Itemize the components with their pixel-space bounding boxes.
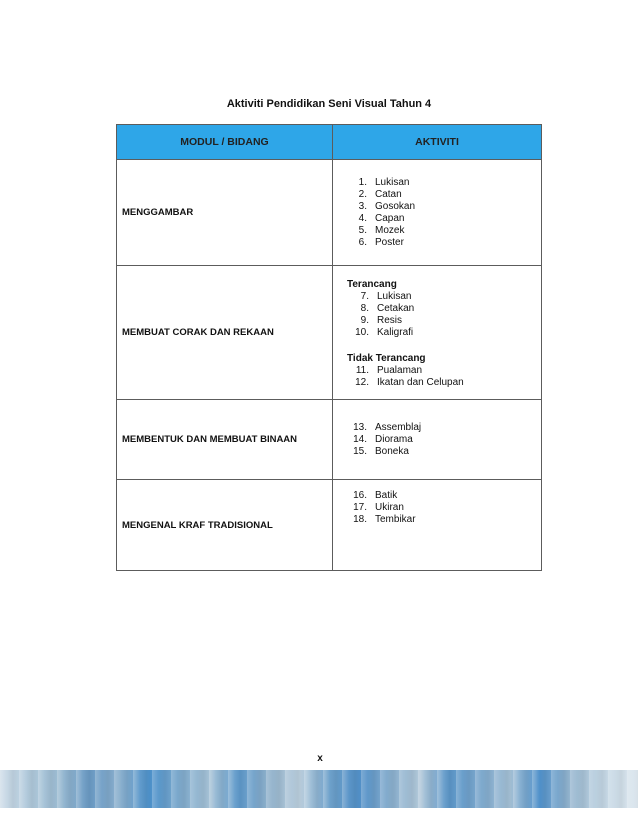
activity-list [343,422,541,458]
list-item [343,177,541,189]
item-label: Boneka [375,445,409,457]
list-item [343,213,541,225]
table-row [117,266,542,400]
item-number: 11. [355,364,369,376]
item-label: Assemblaj [375,421,422,433]
item-label: Cetakan [377,302,415,314]
item-number: 5. [358,224,367,236]
item-label: Lukisan [375,176,410,188]
aktiviti-cell [333,480,542,571]
item-number: 8. [360,302,369,314]
aktiviti-cell [333,266,542,400]
modul-cell: MENGENAL KRAF TRADISIONAL [117,480,333,571]
group-title: Terancang [347,278,397,290]
list-item [343,225,541,237]
document-title: Aktiviti Pendidikan Seni Visual Tahun 4 [226,98,432,110]
activity-list [343,177,541,249]
item-label: Lukisan [377,290,412,302]
list-item [343,434,541,446]
item-label: Ukiran [375,502,404,513]
list-item [343,189,541,201]
item-label: Poster [375,236,404,248]
header-modul: MODUL / BIDANG [117,125,333,160]
list-item [343,514,541,526]
activity-list [343,490,541,526]
item-number: 6. [358,236,367,248]
list-item [347,327,541,339]
item-number: 12. [355,376,369,388]
list-item [343,201,541,213]
item-label: Resis [377,314,403,326]
item-label: Mozek [375,224,405,236]
item-number: 18. [353,514,367,525]
page-number: x [317,753,323,764]
modul-cell: MEMBUAT CORAK DAN REKAAN [117,266,333,400]
item-number: 3. [358,200,367,212]
item-number: 9. [360,314,369,326]
item-number: 15. [353,445,367,457]
list-item [343,446,541,458]
item-label: Kaligrafi [377,326,414,338]
group-spacer [347,339,541,351]
item-label: Ikatan dan Celupan [377,376,464,388]
table-row [117,400,542,480]
item-label: Diorama [375,433,413,445]
list-item [347,315,541,327]
table-row [117,480,542,571]
item-number: 2. [358,188,367,200]
modul-cell: MEMBENTUK DAN MEMBUAT BINAAN [117,400,333,480]
decorative-footer-band [0,770,638,808]
list-item [343,490,541,502]
item-number: 16. [353,490,367,501]
list-item [343,237,541,249]
item-number: 7. [360,290,369,302]
item-label: Tembikar [375,514,416,525]
item-number: 1. [358,176,367,188]
group-title: Tidak Terancang [347,352,426,364]
item-label: Catan [375,188,402,200]
activity-table [116,124,542,571]
modul-cell: MENGGAMBAR [117,160,333,266]
item-label: Pualaman [377,364,423,376]
table-row [117,160,542,266]
list-item [347,377,541,389]
item-number: 17. [353,502,367,513]
header-aktiviti: AKTIVITI [333,125,542,160]
aktiviti-cell [333,160,542,266]
item-label: Capan [375,212,405,224]
list-item [343,422,541,434]
list-item [347,291,541,303]
item-number: 13. [353,421,367,433]
list-item [347,303,541,315]
activity-list [347,291,541,339]
table-header-row [117,125,542,160]
item-number: 14. [353,433,367,445]
item-number: 4. [358,212,367,224]
list-item [343,502,541,514]
item-label: Gosokan [375,200,416,212]
item-label: Batik [375,490,398,501]
item-number: 10. [355,326,369,338]
list-item [347,365,541,377]
activity-list [347,365,541,389]
aktiviti-cell [333,400,542,480]
